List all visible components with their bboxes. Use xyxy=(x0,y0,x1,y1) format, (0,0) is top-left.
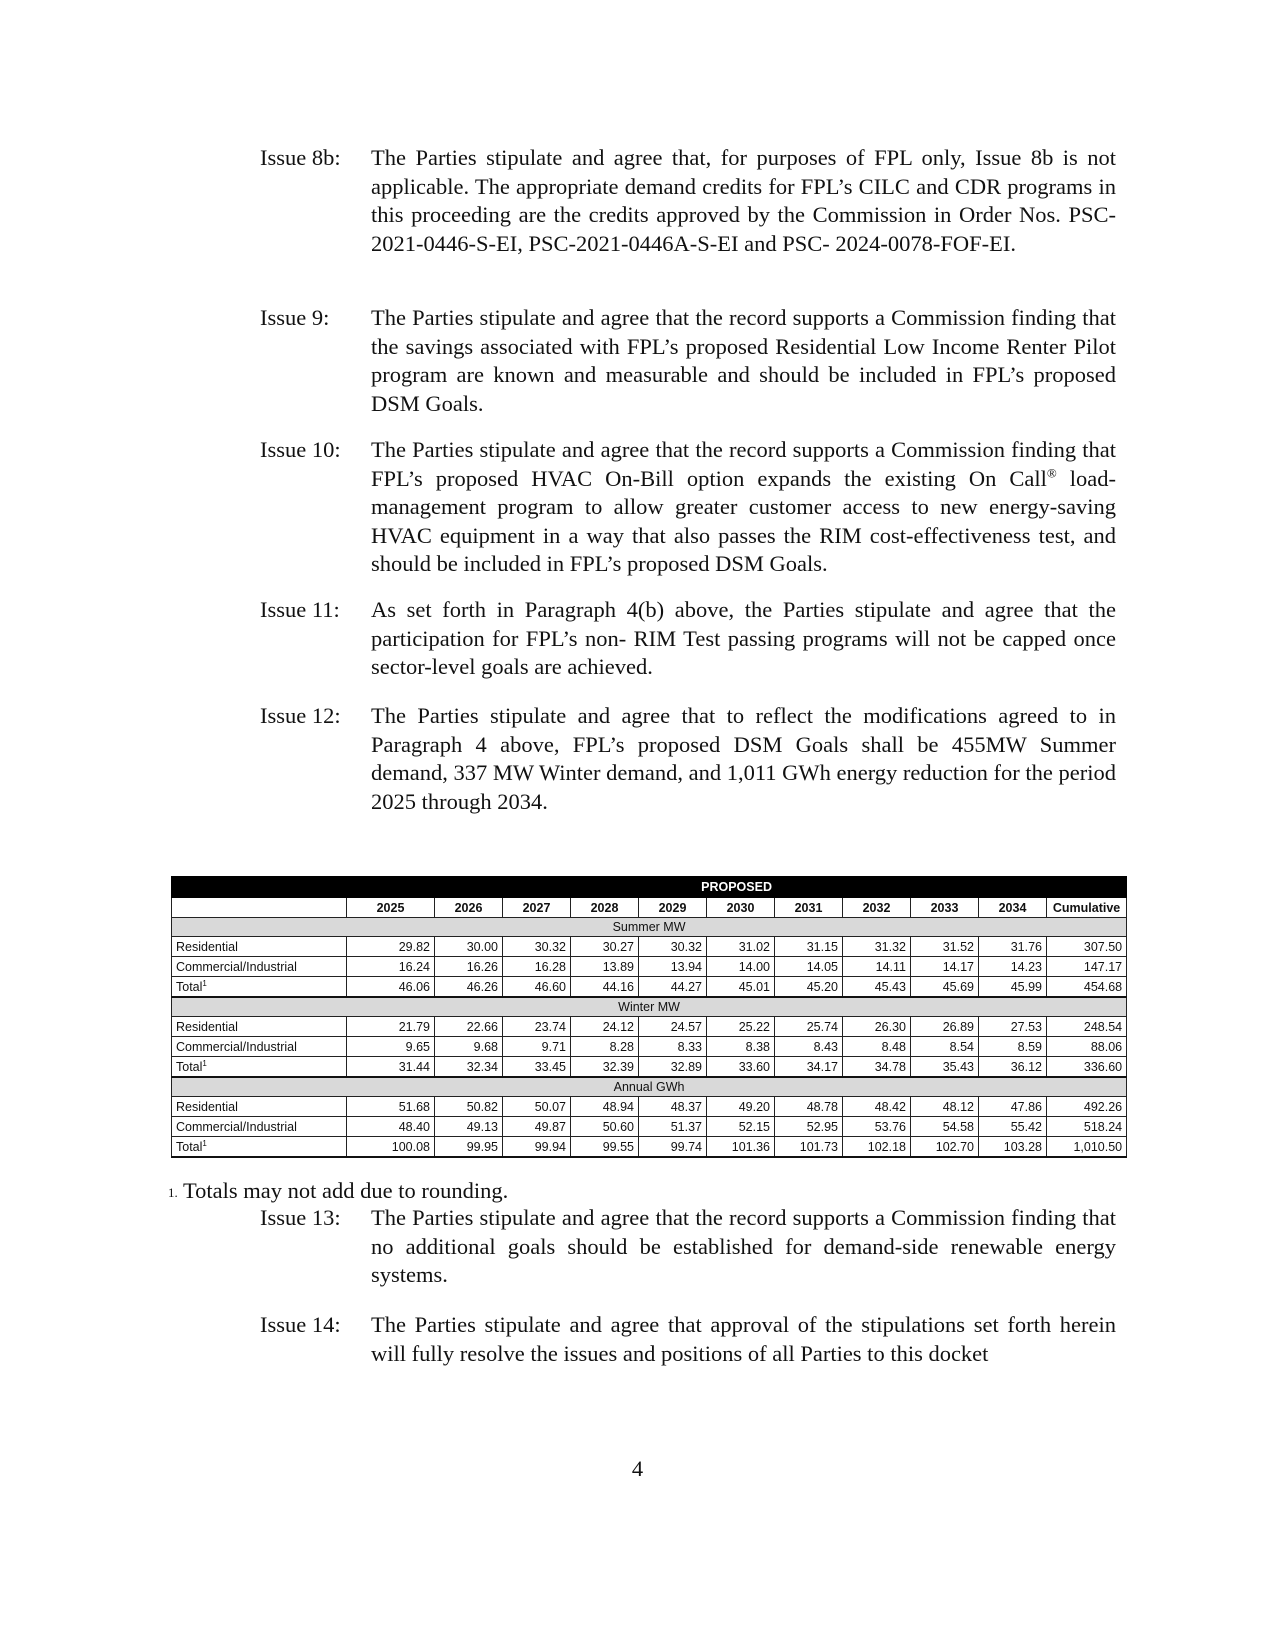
value-cell: 8.33 xyxy=(639,1037,707,1057)
row-label: Commercial/Industrial xyxy=(176,1119,297,1134)
issue-text: The Parties stipulate and agree that, for purposes of FPL only, Issue 8b is not applicable. The appropriate demand credits for FPL’s CILC and CDR programs in this proceeding are the credits approved by the Commission in Order Nos. PSC-2021-0446-S-EI, PSC-2021-0446A-S-EI and PSC- 2024-0078-FOF-EI. xyxy=(371,145,1116,256)
value-cell: 9.71 xyxy=(503,1037,571,1057)
value-cell: 47.86 xyxy=(979,1097,1047,1117)
value-cell: 45.99 xyxy=(979,977,1047,998)
issue-text: The Parties stipulate and agree that the record supports a Commission finding that no additional goals should be established for demand-side renewable energy systems. xyxy=(371,1205,1116,1287)
value-cell: 48.12 xyxy=(911,1097,979,1117)
table-row xyxy=(172,1097,1127,1117)
issue-14 xyxy=(260,1311,1116,1368)
total-row xyxy=(172,977,1127,998)
row-label-cell xyxy=(172,1137,347,1158)
issue-text xyxy=(371,436,1116,579)
value-cell: 48.42 xyxy=(843,1097,911,1117)
value-cell: 46.26 xyxy=(435,977,503,998)
issue-text: The Parties stipulate and agree that the record supports a Commission finding that the savings associated with FPL’s proposed Residential Low Income Renter Pilot program are known and measurable and should be included in FPL’s proposed DSM Goals. xyxy=(371,305,1116,416)
value-cell: 26.89 xyxy=(911,1017,979,1037)
value-cell: 16.26 xyxy=(435,957,503,977)
value-cell: 9.65 xyxy=(347,1037,435,1057)
total-row xyxy=(172,1057,1127,1078)
issue-label: Issue 14: xyxy=(260,1312,341,1337)
row-label: Commercial/Industrial xyxy=(176,959,297,974)
row-label-cell xyxy=(172,937,347,957)
section-header-row xyxy=(172,1077,1127,1097)
issue-8b xyxy=(260,144,1116,258)
value-cell: 103.28 xyxy=(979,1137,1047,1158)
row-label: Residential xyxy=(176,939,238,954)
value-cell: 52.95 xyxy=(775,1117,843,1137)
registered-mark: ® xyxy=(1046,465,1057,480)
issue-10 xyxy=(260,436,1116,579)
issue-text: The Parties stipulate and agree that to reflect the modifications agreed to in Paragraph 4 above, FPL’s proposed DSM Goals shall be 455MW Summer demand, 337 MW Winter demand, and 1,011 GWh energy reduction for the period 2025 through 2034. xyxy=(371,703,1116,814)
value-cell: 307.50 xyxy=(1047,937,1127,957)
value-cell: 14.23 xyxy=(979,957,1047,977)
row-label: Residential xyxy=(176,1019,238,1034)
column-header: 2028 xyxy=(571,898,639,918)
value-cell: 26.30 xyxy=(843,1017,911,1037)
table-footnote xyxy=(168,1177,508,1205)
value-cell: 54.58 xyxy=(911,1117,979,1137)
table-row xyxy=(172,1117,1127,1137)
value-cell: 24.12 xyxy=(571,1017,639,1037)
issue-label: Issue 9: xyxy=(260,305,330,330)
row-label: Residential xyxy=(176,1099,238,1114)
table-title-row xyxy=(172,877,1127,898)
value-cell: 31.32 xyxy=(843,937,911,957)
row-label: Total xyxy=(176,980,203,995)
value-cell: 454.68 xyxy=(1047,977,1127,998)
footnote-superscript: 1 xyxy=(202,978,207,988)
value-cell: 50.82 xyxy=(435,1097,503,1117)
value-cell: 55.42 xyxy=(979,1117,1047,1137)
value-cell: 31.15 xyxy=(775,937,843,957)
value-cell: 51.68 xyxy=(347,1097,435,1117)
value-cell: 336.60 xyxy=(1047,1057,1127,1078)
row-label: Commercial/Industrial xyxy=(176,1039,297,1054)
header-blank-cell xyxy=(172,898,347,918)
value-cell: 35.43 xyxy=(911,1057,979,1078)
column-header: 2029 xyxy=(639,898,707,918)
value-cell: 30.32 xyxy=(503,937,571,957)
table-title-spacer xyxy=(172,877,347,898)
value-cell: 101.36 xyxy=(707,1137,775,1158)
page-number: 4 xyxy=(631,1456,644,1481)
row-label: Total xyxy=(176,1060,203,1075)
value-cell: 492.26 xyxy=(1047,1097,1127,1117)
value-cell: 36.12 xyxy=(979,1057,1047,1078)
value-cell: 24.57 xyxy=(639,1017,707,1037)
value-cell: 31.52 xyxy=(911,937,979,957)
value-cell: 22.66 xyxy=(435,1017,503,1037)
value-cell: 31.02 xyxy=(707,937,775,957)
column-header: 2025 xyxy=(347,898,435,918)
column-header: Cumulative xyxy=(1047,898,1127,918)
value-cell: 14.05 xyxy=(775,957,843,977)
value-cell: 14.00 xyxy=(707,957,775,977)
row-label-cell xyxy=(172,1057,347,1078)
value-cell: 25.74 xyxy=(775,1017,843,1037)
table-title: PROPOSED xyxy=(347,877,1127,898)
value-cell: 99.94 xyxy=(503,1137,571,1158)
value-cell: 21.79 xyxy=(347,1017,435,1037)
footnote-text: Totals may not add due to rounding. xyxy=(182,1178,509,1203)
value-cell: 48.78 xyxy=(775,1097,843,1117)
table-row xyxy=(172,1017,1127,1037)
section-name: Summer MW xyxy=(172,918,1127,937)
issue-text: As set forth in Paragraph 4(b) above, the Parties stipulate and agree that the participation for FPL’s non- RIM Test passing programs will not be capped once sector-level goals are achieved. xyxy=(371,597,1116,679)
column-header: 2032 xyxy=(843,898,911,918)
row-label-cell xyxy=(172,1097,347,1117)
issue-11 xyxy=(260,596,1116,682)
value-cell: 30.32 xyxy=(639,937,707,957)
value-cell: 27.53 xyxy=(979,1017,1047,1037)
value-cell: 48.40 xyxy=(347,1117,435,1137)
value-cell: 14.17 xyxy=(911,957,979,977)
value-cell: 45.20 xyxy=(775,977,843,998)
issue-label: Issue 8b: xyxy=(260,145,341,170)
value-cell: 33.60 xyxy=(707,1057,775,1078)
value-cell: 45.01 xyxy=(707,977,775,998)
issue-label: Issue 11: xyxy=(260,597,340,622)
value-cell: 52.15 xyxy=(707,1117,775,1137)
value-cell: 13.89 xyxy=(571,957,639,977)
row-label-cell xyxy=(172,1037,347,1057)
value-cell: 8.38 xyxy=(707,1037,775,1057)
row-label: Total xyxy=(176,1140,203,1155)
value-cell: 46.60 xyxy=(503,977,571,998)
value-cell: 49.13 xyxy=(435,1117,503,1137)
proposed-dsm-goals-table xyxy=(171,876,1127,1158)
value-cell: 102.70 xyxy=(911,1137,979,1158)
value-cell: 100.08 xyxy=(347,1137,435,1158)
value-cell: 30.27 xyxy=(571,937,639,957)
value-cell: 102.18 xyxy=(843,1137,911,1158)
value-cell: 14.11 xyxy=(843,957,911,977)
value-cell: 32.34 xyxy=(435,1057,503,1078)
table-row xyxy=(172,1037,1127,1057)
value-cell: 32.39 xyxy=(571,1057,639,1078)
issue-12 xyxy=(260,702,1116,816)
value-cell: 99.74 xyxy=(639,1137,707,1158)
value-cell: 248.54 xyxy=(1047,1017,1127,1037)
value-cell: 8.48 xyxy=(843,1037,911,1057)
value-cell: 147.17 xyxy=(1047,957,1127,977)
value-cell: 8.43 xyxy=(775,1037,843,1057)
total-row xyxy=(172,1137,1127,1158)
value-cell: 8.54 xyxy=(911,1037,979,1057)
issue-13 xyxy=(260,1204,1116,1290)
value-cell: 88.06 xyxy=(1047,1037,1127,1057)
value-cell: 49.20 xyxy=(707,1097,775,1117)
value-cell: 30.00 xyxy=(435,937,503,957)
value-cell: 8.28 xyxy=(571,1037,639,1057)
value-cell: 51.37 xyxy=(639,1117,707,1137)
value-cell: 53.76 xyxy=(843,1117,911,1137)
column-header: 2033 xyxy=(911,898,979,918)
issue-text-part: The Parties stipulate and agree that the record supports a Commission finding that FPL’s proposed HVAC On-Bill option expands the existing On Call xyxy=(371,437,1116,491)
value-cell: 31.44 xyxy=(347,1057,435,1078)
row-label-cell xyxy=(172,1117,347,1137)
value-cell: 32.89 xyxy=(639,1057,707,1078)
issue-label: Issue 12: xyxy=(260,703,341,728)
value-cell: 33.45 xyxy=(503,1057,571,1078)
row-label-cell xyxy=(172,1017,347,1037)
value-cell: 48.94 xyxy=(571,1097,639,1117)
value-cell: 48.37 xyxy=(639,1097,707,1117)
value-cell: 50.07 xyxy=(503,1097,571,1117)
column-header: 2031 xyxy=(775,898,843,918)
row-label-cell xyxy=(172,957,347,977)
table-row xyxy=(172,937,1127,957)
value-cell: 8.59 xyxy=(979,1037,1047,1057)
value-cell: 25.22 xyxy=(707,1017,775,1037)
section-name: Winter MW xyxy=(172,997,1127,1017)
section-header-row xyxy=(172,997,1127,1017)
issue-text: The Parties stipulate and agree that approval of the stipulations set forth herein will fully resolve the issues and positions of all Parties to this docket xyxy=(371,1312,1116,1366)
value-cell: 49.87 xyxy=(503,1117,571,1137)
value-cell: 50.60 xyxy=(571,1117,639,1137)
value-cell: 1,010.50 xyxy=(1047,1137,1127,1158)
row-label-cell xyxy=(172,977,347,998)
table-row xyxy=(172,957,1127,977)
value-cell: 23.74 xyxy=(503,1017,571,1037)
value-cell: 31.76 xyxy=(979,937,1047,957)
issue-label: Issue 10: xyxy=(260,437,341,462)
value-cell: 518.24 xyxy=(1047,1117,1127,1137)
value-cell: 13.94 xyxy=(639,957,707,977)
value-cell: 44.27 xyxy=(639,977,707,998)
value-cell: 9.68 xyxy=(435,1037,503,1057)
section-name: Annual GWh xyxy=(172,1077,1127,1097)
value-cell: 16.28 xyxy=(503,957,571,977)
footnote-mark: 1. xyxy=(168,1185,178,1200)
value-cell: 101.73 xyxy=(775,1137,843,1158)
value-cell: 29.82 xyxy=(347,937,435,957)
footnote-superscript: 1 xyxy=(202,1058,207,1068)
value-cell: 34.17 xyxy=(775,1057,843,1078)
column-header: 2026 xyxy=(435,898,503,918)
issue-label: Issue 13: xyxy=(260,1205,341,1230)
footnote-superscript: 1 xyxy=(202,1138,207,1148)
value-cell: 46.06 xyxy=(347,977,435,998)
value-cell: 34.78 xyxy=(843,1057,911,1078)
column-header: 2034 xyxy=(979,898,1047,918)
column-header: 2030 xyxy=(707,898,775,918)
issue-text-part: load-management program to allow greater customer access to new energy-saving HVAC equipment in a way that also passes the RIM cost-effectiveness test, and should be included in FPL’s proposed DSM Goals. xyxy=(371,465,1117,576)
value-cell: 44.16 xyxy=(571,977,639,998)
value-cell: 45.69 xyxy=(911,977,979,998)
value-cell: 99.55 xyxy=(571,1137,639,1158)
table-header-row xyxy=(172,898,1127,918)
value-cell: 45.43 xyxy=(843,977,911,998)
issue-9 xyxy=(260,304,1116,418)
column-header: 2027 xyxy=(503,898,571,918)
value-cell: 16.24 xyxy=(347,957,435,977)
value-cell: 99.95 xyxy=(435,1137,503,1158)
section-header-row xyxy=(172,918,1127,937)
